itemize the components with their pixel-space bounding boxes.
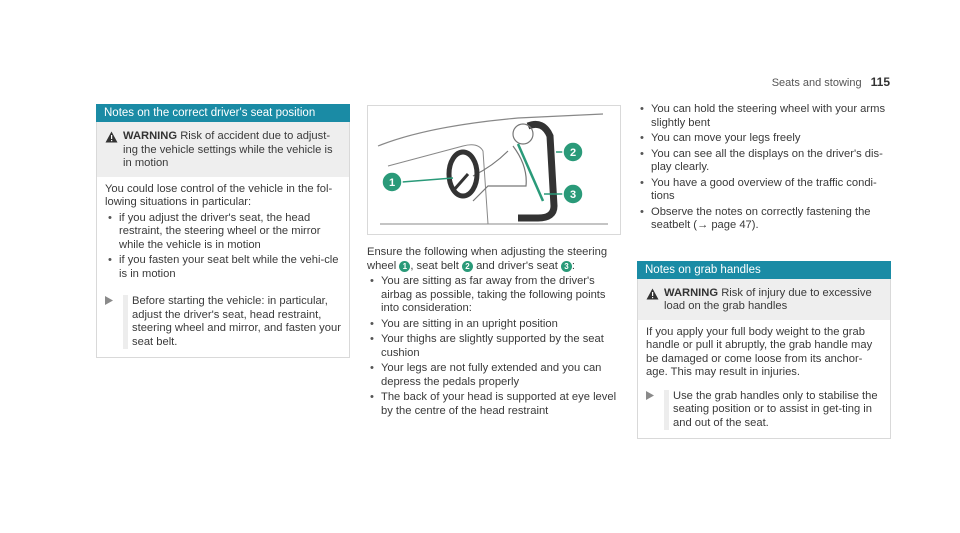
callout-badge-1: 1 <box>399 261 410 272</box>
list-item: • if you fasten your seat belt while the vehi-cle is in motion <box>105 254 341 281</box>
grab-handles-body: If you apply your full body weight to the grab handle or pull it abruptly, the grab handle may be damaged or come loose from its anchor-age. This may result in injuries. <box>646 325 873 378</box>
page-header-text: Seats and stowing <box>771 77 862 89</box>
list-item: • You can hold the steering wheel with your arms slightly bent <box>637 103 891 130</box>
seat-position-notes-box <box>96 122 350 358</box>
page-reference-link[interactable]: page 47). <box>711 219 759 231</box>
callout-1: 1 <box>388 177 396 189</box>
warning-triangle-icon <box>646 287 664 314</box>
page-reference-arrow-icon: → <box>697 219 709 231</box>
warning-label: WARNING <box>123 130 178 142</box>
list-item: • if you adjust the driver's seat, the head restraint, the steering wheel or the mirror while the vehicle is in motion <box>105 212 341 253</box>
warning-text: Risk of injury due to excessive load on the grab handles <box>664 286 872 312</box>
checklist-continued-column <box>637 103 891 439</box>
situations-list <box>105 212 341 282</box>
seat-position-notes-column <box>96 104 350 358</box>
adjustment-column <box>367 105 619 420</box>
callout-3: 3 <box>569 189 577 201</box>
list-item: • You have a good overview of the traffic condi-tions <box>637 177 891 204</box>
grab-handles-notes-title: Notes on grab handles <box>637 261 891 279</box>
warning-text: Risk of accident due to adjust-ing the vehicle settings while the vehicle is in motion <box>123 130 333 169</box>
adjustment-intro: Ensure the following when adjusting the steering wheel 1 , seat belt 2 and driver's seat 3 : <box>367 246 608 272</box>
page-number: 115 <box>870 75 890 89</box>
grab-handles-notes-box <box>637 279 891 440</box>
driver-seat-illustration <box>367 105 621 235</box>
list-item: • Observe the notes on correctly fastening the seatbelt (→ page 47). <box>637 206 891 233</box>
list-item: • You can see all the displays on the driver's dis-play clearly. <box>637 148 891 175</box>
play-arrow-icon <box>646 390 658 431</box>
list-item: • You are sitting in an upright position <box>367 318 619 332</box>
grab-handles-warning <box>638 279 890 320</box>
action-step <box>105 295 341 349</box>
seat-position-warning <box>97 122 349 177</box>
play-arrow-icon <box>105 295 117 349</box>
warning-triangle-icon <box>105 130 123 171</box>
list-item: • You are sitting as far away from the driver's airbag as possible, taking the following points into consideration: <box>367 275 619 316</box>
warning-intro: You could lose control of the vehicle in the fol-lowing situations in particular: <box>105 182 333 208</box>
adjustment-checklist <box>367 275 619 418</box>
callout-badge-3: 3 <box>561 261 572 272</box>
list-item: • Your thighs are slightly supported by the seat cushion <box>367 333 619 360</box>
adjustment-checklist-continued <box>637 103 891 233</box>
action-text: Use the grab handles only to stabilise the seating position or to assist in get-ting in and out of the seat. <box>664 390 882 431</box>
warning-label: WARNING <box>664 286 719 299</box>
action-step <box>646 390 882 431</box>
list-item: • You can move your legs freely <box>637 132 891 146</box>
seat-position-notes-title: Notes on the correct driver's seat position <box>96 104 350 122</box>
action-text: Before starting the vehicle: in particular, adjust the driver's seat, head restraint, steering wheel and mirror, and fasten your seat belt. <box>123 295 341 349</box>
list-item: • Your legs are not fully extended and you can depress the pedals properly <box>367 362 619 389</box>
page-header <box>772 75 890 89</box>
callout-badge-2: 2 <box>462 261 473 272</box>
callout-2: 2 <box>569 147 577 159</box>
list-item: • The back of your head is supported at eye level by the centre of the head restraint <box>367 391 619 418</box>
